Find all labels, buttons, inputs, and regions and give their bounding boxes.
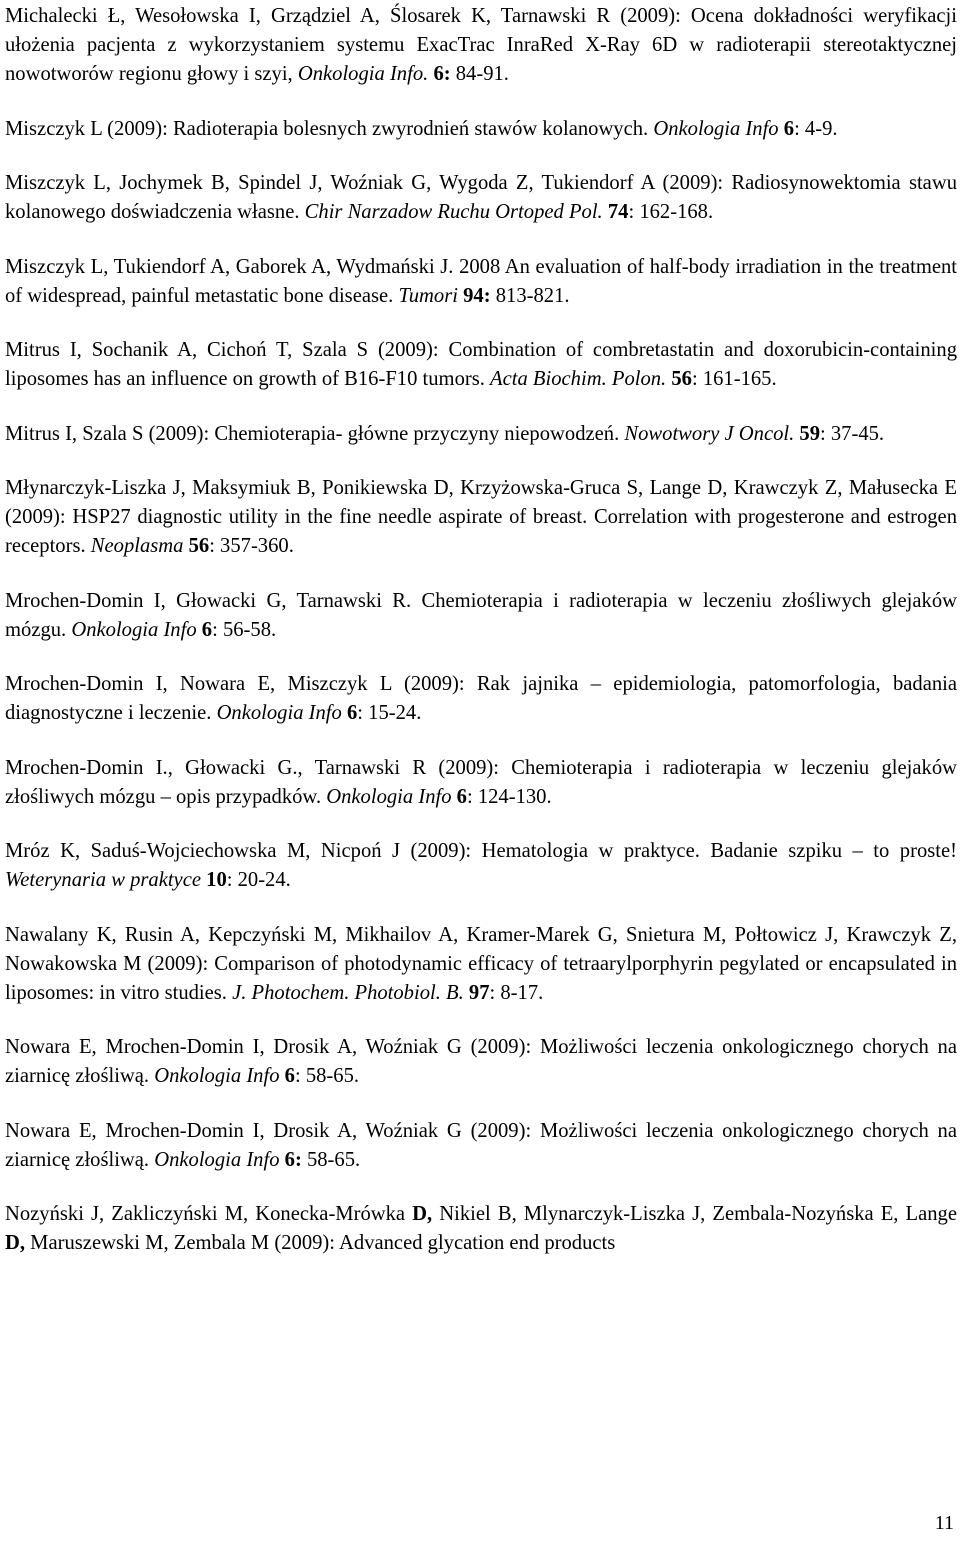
reference-text: Mrochen-Domin I, Nowara E, Miszczyk L (2009): Rak jajnika – epidemiologia, patomorfologia, badania diagnostyczne i leczenie. — [5, 673, 957, 724]
volume-number: 56 — [188, 535, 210, 557]
reference-text: Mitrus I, Sochanik A, Cichoń T, Szala S (2009): Combination of combretastatin and doxorubicin-containing liposomes has an influence on growth of B16-F10 tumors. — [5, 339, 957, 390]
reference-text: 58-65. — [301, 1148, 361, 1171]
volume-number: 6 — [201, 618, 213, 641]
reference-text: : 124-130. — [466, 785, 552, 808]
reference-entry — [5, 2, 957, 89]
reference-text: Nikiel B, Mlynarczyk-Liszka J, Zembala-Nozyńska E, Lange — [432, 1203, 957, 1225]
reference-entry — [5, 1117, 957, 1175]
volume-number: 6: — [284, 1148, 302, 1171]
reference-text: Nawalany K, Rusin A, Kepczyński M, Mikhailov A, Kramer-Marek G, Snietura M, Połtowicz J, Krawczyk Z, Nowakowska M (2009): Comparison of photodynamic efficacy of tetraarylporphyrin pegylated or encapsulated in liposomes: in vitro studies. — [5, 923, 957, 1004]
volume-number: 6: — [433, 63, 451, 85]
reference-text: Mrochen-Domin I., Głowacki G., Tarnawski R (2009): Chemioterapia i radioterapia w leczeniu glejaków złośliwych mózgu – opis przypadków. — [5, 756, 957, 808]
reference-text: : 56-58. — [212, 618, 277, 641]
reference-text: 813-821. — [490, 284, 570, 307]
reference-entry — [5, 420, 957, 449]
volume-number: 6 — [346, 702, 358, 724]
journal-title: Onkologia Info — [71, 618, 197, 641]
reference-text: Młynarczyk-Liszka J, Maksymiuk B, Ponikiewska D, Krzyżowska-Gruca S, Lange D, Krawczyk Z, Małusecka E (2009): HSP27 diagnostic utility in the fine needle aspirate of breast. Correlation with progesterone and estrogen receptors. — [5, 477, 957, 557]
journal-title: Acta Biochim. Polon. — [490, 368, 667, 390]
reference-text: : 8-17. — [489, 981, 544, 1004]
reference-text: 84-91. — [450, 63, 509, 85]
volume-number: D, — [5, 1232, 26, 1254]
page-number: 11 — [934, 1512, 954, 1534]
journal-title: Tumori — [398, 284, 458, 307]
reference-text: Nowara E, Mrochen-Domin I, Drosik A, Woźniak G (2009): Możliwości leczenia onkologicznego chorych na ziarnicę złośliwą. — [5, 1119, 957, 1171]
journal-title: Onkologia Info — [216, 702, 342, 724]
reference-text: : 58-65. — [294, 1065, 360, 1087]
volume-number: 59 — [799, 422, 821, 445]
reference-text: : 20-24. — [226, 869, 291, 891]
volume-number: 97 — [468, 981, 490, 1004]
journal-title: Chir Narzadow Ruchu Ortoped Pol. — [304, 201, 603, 223]
volume-number: 74 — [607, 201, 629, 223]
reference-text: Nozyński J, Zakliczyński M, Konecka-Mrówka — [5, 1203, 413, 1225]
reference-text: Michalecki Ł, Wesołowska I, Grządziel A, Ślosarek K, Tarnawski R (2009): Ocena dokładności weryfikacji ułożenia pacjenta z wykorzystaniem systemu ExacTrac InraRed X-Ray 6D w radioterapii stereotaktycznej nowotworów regionu głowy i szyi, — [5, 5, 957, 85]
journal-title: Onkologia Info. — [297, 63, 429, 85]
reference-entry — [5, 670, 957, 728]
reference-list — [5, 2, 957, 1258]
reference-text: : 4-9. — [794, 117, 838, 140]
journal-title: Onkologia Info — [326, 785, 452, 808]
reference-entry — [5, 253, 957, 311]
reference-text: Mrochen-Domin I, Głowacki G, Tarnawski R. Chemioterapia i radioterapia w leczeniu złośliwych glejaków mózgu. — [5, 589, 957, 641]
reference-text: : 162-168. — [628, 201, 714, 223]
volume-number: 94: — [463, 284, 491, 307]
volume-number: 6 — [284, 1065, 295, 1087]
reference-text: : 357-360. — [209, 535, 294, 557]
reference-entry — [5, 169, 957, 227]
journal-title: Onkologia Info — [653, 117, 779, 140]
journal-title: Neoplasma — [90, 535, 184, 557]
volume-number: 6 — [456, 785, 467, 808]
journal-title: Weterynaria w praktyce — [5, 869, 201, 891]
reference-text: : 15-24. — [357, 702, 422, 724]
reference-text: Miszczyk L, Tukiendorf A, Gaborek A, Wydmański J. 2008 An evaluation of half-body irradiation in the treatment of widespread, painful metastatic bone disease. — [5, 255, 957, 307]
reference-entry — [5, 115, 957, 144]
reference-entry — [5, 587, 957, 645]
document-page — [5, 0, 957, 1284]
reference-text: Miszczyk L (2009): Radioterapia bolesnych zwyrodnień stawów kolanowych. — [5, 117, 654, 140]
reference-entry — [5, 474, 957, 561]
journal-title: J. Photochem. Photobiol. B. — [232, 981, 464, 1004]
reference-entry — [5, 837, 957, 895]
reference-text: Mróz K, Saduś-Wojciechowska M, Nicpoń J (2009): Hematologia w praktyce. Badanie szpiku – to proste! — [5, 840, 957, 862]
reference-text: : 37-45. — [820, 422, 885, 445]
reference-entry — [5, 754, 957, 812]
reference-entry — [5, 1033, 957, 1091]
reference-text: Nowara E, Mrochen-Domin I, Drosik A, Woźniak G (2009): Możliwości leczenia onkologicznego chorych na ziarnicę złośliwą. — [5, 1036, 957, 1087]
reference-text: Maruszewski M, Zembala M (2009): Advanced glycation end products — [25, 1232, 616, 1254]
reference-entry — [5, 336, 957, 394]
reference-entry — [5, 921, 957, 1008]
reference-entry — [5, 1200, 957, 1258]
reference-text: Mitrus I, Szala S (2009): Chemioterapia- główne przyczyny niepowodzeń. — [5, 422, 625, 445]
journal-title: Nowotwory J Oncol. — [624, 422, 795, 445]
reference-text: Miszczyk L, Jochymek B, Spindel J, Woźniak G, Wygoda Z, Tukiendorf A (2009): Radiosynowektomia stawu kolanowego doświadczenia własne. — [5, 172, 957, 223]
journal-title: Onkologia Info — [154, 1065, 280, 1087]
volume-number: D, — [412, 1203, 433, 1225]
volume-number: 6 — [783, 117, 795, 140]
reference-text: : 161-165. — [691, 368, 777, 390]
volume-number: 56 — [671, 368, 692, 390]
journal-title: Onkologia Info — [154, 1148, 280, 1171]
volume-number: 10 — [206, 869, 227, 891]
